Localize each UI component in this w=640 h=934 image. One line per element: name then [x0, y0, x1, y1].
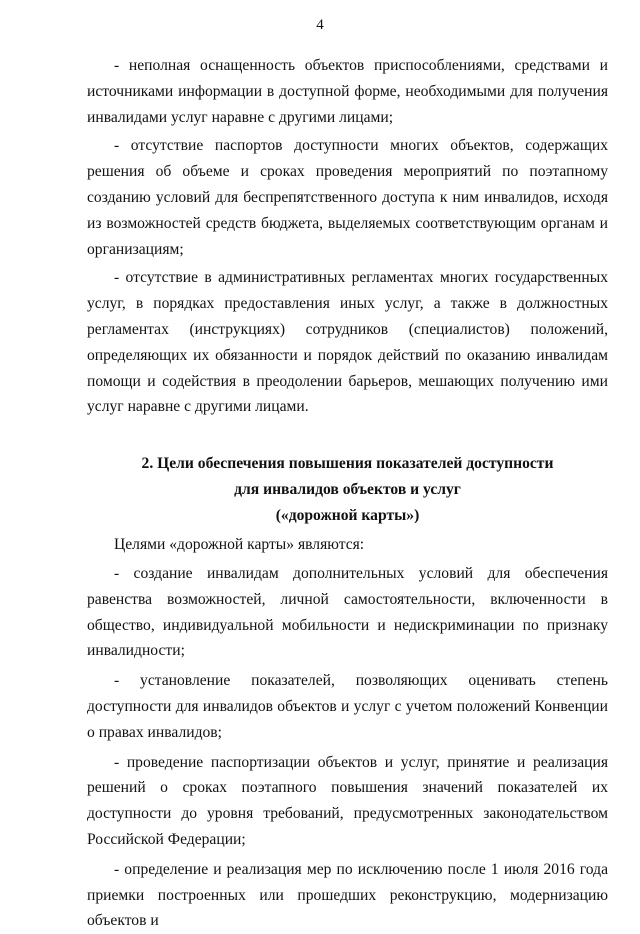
section-heading-line-3: («дорожной карты») [275, 507, 420, 525]
section-heading [87, 451, 608, 529]
barrier-item-regulations: - отсутствие в административных регламентах многих государственных услуг, в порядках предоставления иных услуг, а также в должностных регламентах (инструкциях) сотрудников (специалистов) положений, определяющих их обязанности и порядок действий по оказанию инвалидам помощи и содействия в преодолении барьеров, мешающих получению ими услуг наравне с другими лицами. [87, 269, 608, 416]
goal-item-acceptance: - определение и реализация мер по исключению после 1 июля 2016 года приемки построенных или прошедших реконструкцию, модернизацию объектов и [87, 860, 608, 930]
page-number: 4 [316, 17, 324, 33]
section-heading-line-1: 2. Цели обеспечения повышения показателей доступности [141, 455, 554, 473]
goal-item-indicators: - установление показателей, позволяющих оценивать степень доступности для инвалидов объектов и услуг с учетом положений Конвенции о правах инвалидов; [87, 672, 608, 741]
goal-item-certification: - проведение паспортизации объектов и услуг, принятие и реализация решений о сроках поэтапного повышения значений показателей их доступности до уровня требований, предусмотренных законодательством Российской Федерации; [87, 753, 608, 848]
document-body [87, 53, 608, 934]
barrier-item-equipment: - неполная оснащенность объектов приспособлениями, средствами и источниками информации в доступной форме, необходимыми для получения инвалидами услуг наравне с другими лицами; [87, 57, 608, 126]
section-heading-line-2: для инвалидов объектов и услуг [234, 481, 461, 499]
barrier-item-passports: - отсутствие паспортов доступности многих объектов, содержащих решения об объеме и сроках проведения мероприятий по поэтапному созданию условий для беспрепятственного доступа к ним инвалидов, исходя из возможностей средств бюджета, выделяемых соответствующим органам и организациям; [87, 137, 608, 258]
goals-intro: Целями «дорожной карты» являются: [114, 536, 365, 554]
goal-item-equal-opportunities: - создание инвалидам дополнительных условий для обеспечения равенства возможностей, личной самостоятельности, включенности в общество, индивидуальной мобильности и недискриминации по признаку инвалидности; [87, 564, 608, 660]
